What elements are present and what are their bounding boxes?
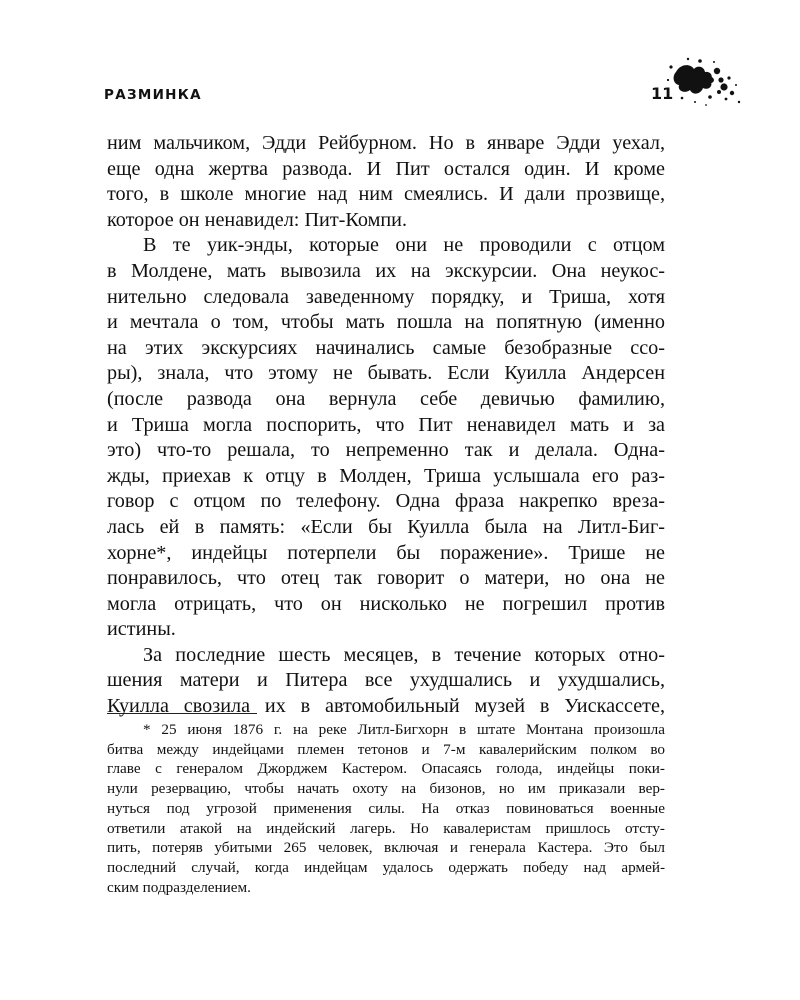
footnote-line: главе с генералом Джорджем Кастером. Опасаясь голода, индейцы поки- — [107, 760, 665, 778]
body-line: ры), знала, что этому не бывать. Если Куилла Андерсен — [107, 362, 665, 385]
body-line: это) что-то решала, то непременно так и делала. Одна- — [107, 439, 665, 462]
footnote-line: последний случай, когда индейцам удалось одержать победу над армей- — [107, 858, 665, 876]
body-line: в Молдене, мать вывозила их на экскурсии. Она неукос- — [107, 259, 665, 282]
body-line: В те уик-энды, которые они не проводили с отцом — [143, 234, 665, 257]
running-head-title: РАЗМИНКА — [104, 87, 202, 103]
body-line: нительно следовала заведенному порядку, и Триша, хотя — [107, 285, 665, 308]
body-line: и мечтала о том, чтобы мать пошла на попятную (именно — [107, 311, 665, 334]
body-line: еще одна жертва развода. И Пит остался один. И кроме — [107, 157, 665, 180]
body-line: и Триша могла поспорить, что Пит ненавидел мать и за — [107, 413, 665, 436]
footnote — [107, 720, 665, 897]
footnote-line: битва между индейцами племен тетонов и 7-м кавалерийским полком во — [107, 740, 665, 758]
body-line: на этих экскурсиях начинались самые безобразные ссо- — [107, 336, 665, 359]
footnote-line: нуться под угрозой применения силы. На отказ повиноваться военные — [107, 799, 665, 817]
body-line: (после развода она вернула себе девичью фамилию, — [107, 387, 665, 410]
body-line: лась ей в память: «Если бы Куилла была на Литл-Биг- — [107, 515, 665, 538]
body-line: жды, приехав к отцу в Молден, Триша услышала его раз- — [107, 464, 665, 487]
page-number: 11 — [651, 84, 674, 103]
footnote-line: ским подразделением. — [107, 878, 251, 896]
body-line: говор с отцом по телефону. Одна фраза накрепко вреза- — [107, 490, 665, 513]
body-line: могла отрицать, что он нисколько не погрешил против — [107, 592, 665, 615]
body-line: Куилла свозила их в автомобильный музей в Уискассете, — [107, 695, 665, 718]
body-text — [107, 131, 665, 720]
footnote-line: пить, потеряв убитыми 265 человек, включая и генерала Кастера. Это был — [107, 839, 665, 857]
body-line: которое он ненавидел: Пит-Компи. — [107, 208, 407, 231]
footnote-line: * 25 июня 1876 г. на реке Литл-Бигхорн в штате Монтана произошла — [143, 721, 665, 738]
footnote-line: нули резервацию, чтобы начать охоту на бизонов, но им приказали вер- — [107, 780, 665, 798]
body-line: понравилось, что отец так говорит о матери, но она не — [107, 567, 665, 590]
body-line: хорне*, индейцы потерпели бы поражение». Трише не — [107, 541, 665, 564]
body-line: истины. — [107, 618, 176, 641]
body-line: того, в школе многие над ним смеялись. И дали прозвище, — [107, 183, 665, 206]
body-line: ним мальчиком, Эдди Рейбурном. Но в январе Эдди уехал, — [107, 132, 665, 154]
footnote-line: ответили атакой на индейский лагерь. Но кавалеристам пришлось отсту- — [107, 819, 665, 837]
body-line: За последние шесть месяцев, в течение которых отно- — [143, 643, 665, 666]
body-line: шения матери и Питера все ухудшались и ухудшались, — [107, 669, 665, 692]
ink-splatter-icon — [662, 50, 744, 112]
footnote-divider — [107, 713, 257, 714]
